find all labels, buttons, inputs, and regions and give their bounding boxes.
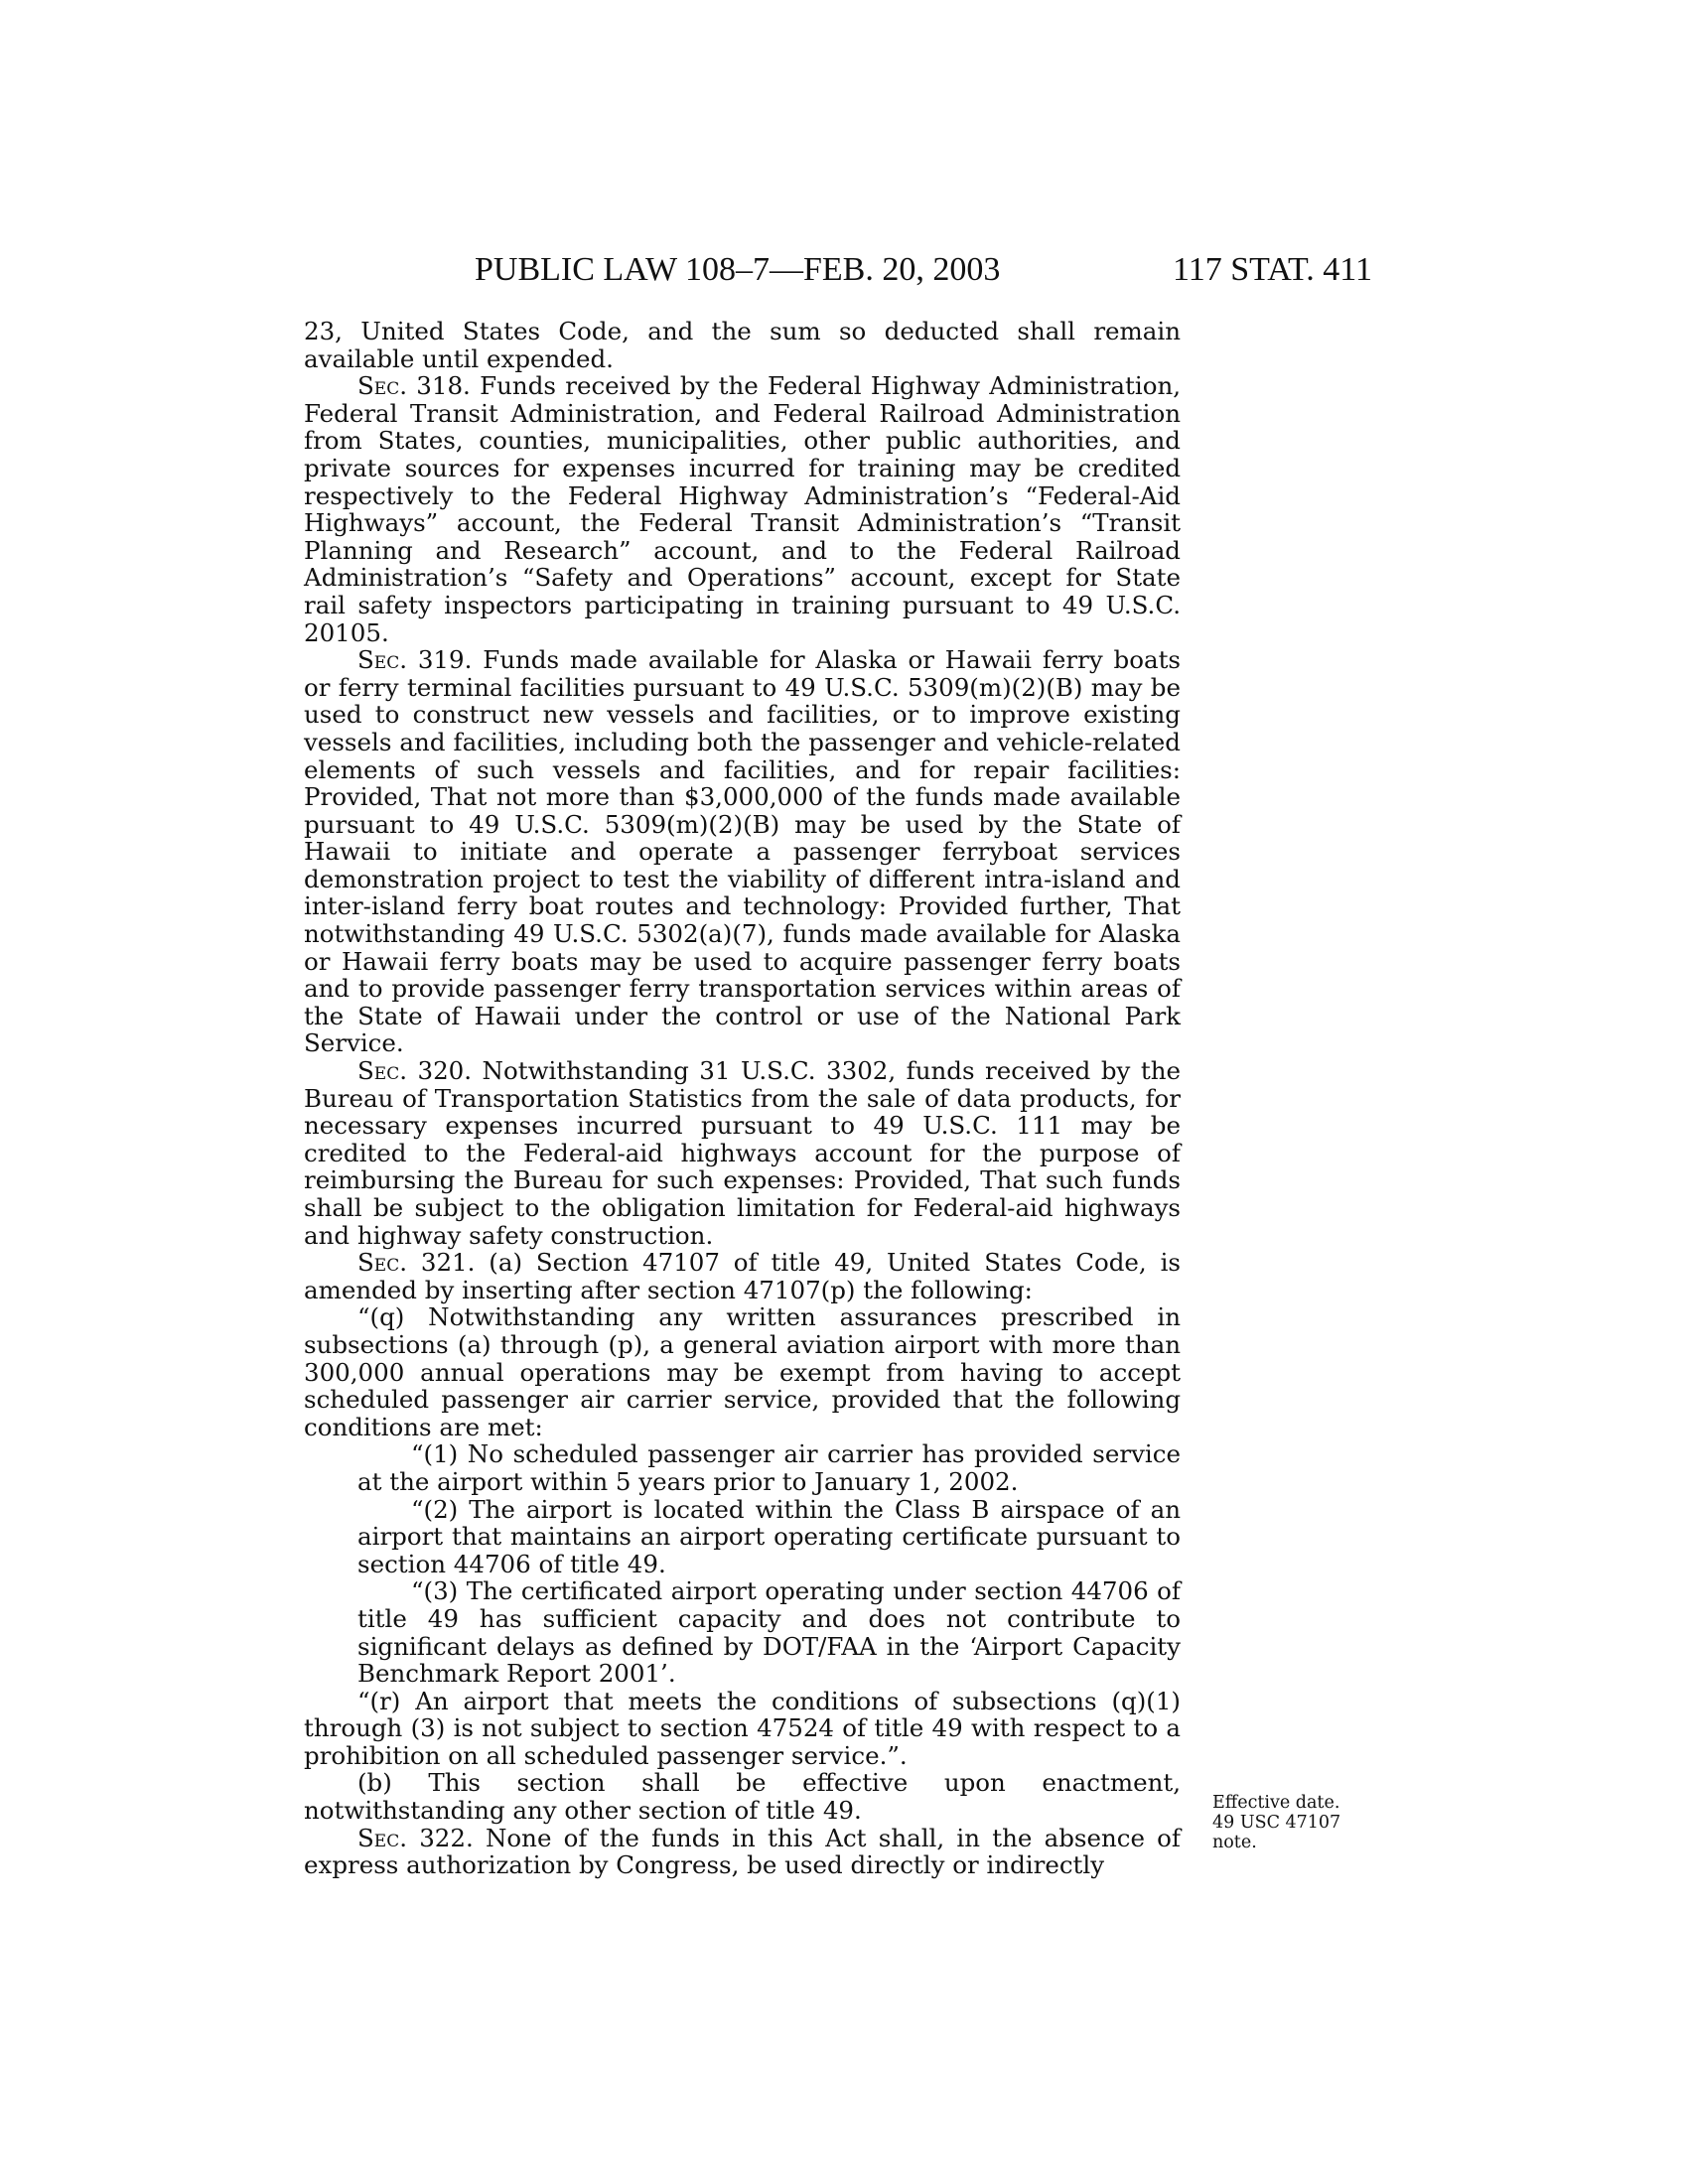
section-319: Sec. 319. Funds made available for Alaska or Hawaii ferry boats or ferry terminal facilities pursuant to 49 U.S.C. 5309(m)(2)(B) may be used to construct new vessels and facilities, or to improve existing vessels and facilities, including both the passenger and vehicle-related elements of such vessels and facilities, and for repair facilities: Provided, That not more than $3,000,000 of the funds made available pursuant to 49 U.S.C. 5309(m)(2)(B) may be used by the State of Hawaii to initiate and operate a passenger ferryboat services demonstration project to test the viability of different intra-island and inter-island ferry boat routes and technology: Provided further, That notwithstanding 49 U.S.C. 5302(a)(7), funds made available for Alaska or Hawaii ferry boats may be used to acquire passenger ferry boats and to provide passenger ferry transportation services within areas of the State of Hawaii under the control or use of the National Park Service. <box>304 645 1181 1058</box>
margin-note-line: 49 USC 47107 <box>1212 1813 1341 1833</box>
body-text <box>304 318 1181 1879</box>
margin-note-line: Effective date. <box>1212 1793 1340 1813</box>
section-number: Sec. 320. <box>357 1056 473 1086</box>
section-322: Sec. 322. None of the funds in this Act shall, in the absence of express authorization by Congress, be used directly or indirectly <box>304 1823 1181 1880</box>
section-number: Sec. 318. <box>357 371 471 401</box>
section-number: Sec. 322. <box>357 1823 474 1852</box>
public-law-citation: PUBLIC LAW 108–7—FEB. 20, 2003 <box>475 251 1001 288</box>
section-number: Sec. 319. <box>357 645 473 675</box>
subsection-q: “(q) Notwithstanding any written assurances prescribed in subsections (a) through (p), a general aviation airport with more than 300,000 annual operations may be exempt from having to accept scheduled passenger air carrier service, provided that the following conditions are met: <box>304 1302 1181 1441</box>
margin-note <box>1212 1793 1381 1852</box>
section-number: Sec. 321. <box>357 1248 476 1278</box>
subsection-r: “(r) An airport that meets the conditions of subsections (q)(1) through (3) is not subject to section 47524 of title 49 with respect to a prohibition on all scheduled passenger service.”. <box>304 1686 1181 1770</box>
section-320: Sec. 320. Notwithstanding 31 U.S.C. 3302, funds received by the Bureau of Transportation Statistics from the sale of data products, for necessary expenses incurred pursuant to 49 U.S.C. 111 may be credited to the Federal-aid highways account for the purpose of reimbursing the Bureau for such expenses: Provided, That such funds shall be subject to the obligation limitation for Federal-aid highways and highway safety construction. <box>304 1056 1182 1250</box>
section-318: Sec. 318. Funds received by the Federal Highway Administration, Federal Transit Administration, and Federal Railroad Administration from States, counties, municipalities, other public authorities, and private sources for expenses incurred for training may be credited respectively to the Federal Highway Administration’s “Federal-Aid Highways” account, the Federal Transit Administration’s “Transit Planning and Research” account, and to the Federal Railroad Administration’s “Safety and Operations” account, except for State rail safety inspectors participating in training pursuant to 49 U.S.C. 20105. <box>304 371 1182 647</box>
section-321: Sec. 321. (a) Section 47107 of title 49, United States Code, is amended by inserting after section 47107(p) the following: <box>304 1248 1182 1304</box>
margin-note-line: note. <box>1212 1833 1257 1852</box>
paragraph-1: “(1) No scheduled passenger air carrier has provided service at the airport within 5 years prior to January 1, 2002. <box>357 1439 1181 1496</box>
paragraph-3: “(3) The certificated airport operating under section 44706 of title 49 has sufficient capacity and does not contribute to significant delays as defined by DOT/FAA in the ‘Airport Capacity Benchmark Report 2001’. <box>357 1576 1181 1689</box>
statutes-page-number: 117 STAT. 411 <box>1173 251 1372 288</box>
paragraph-continuation: 23, United States Code, and the sum so deducted shall remain available until expended. <box>304 317 1181 373</box>
page-header <box>0 250 1688 290</box>
paragraph-2: “(2) The airport is located within the Class B airspace of an airport that maintains an airport operating certificate pursuant to section 44706 of title 49. <box>357 1494 1181 1578</box>
subsection-b: (b) This section shall be effective upon enactment, notwithstanding any other section of title 49. <box>304 1768 1181 1826</box>
